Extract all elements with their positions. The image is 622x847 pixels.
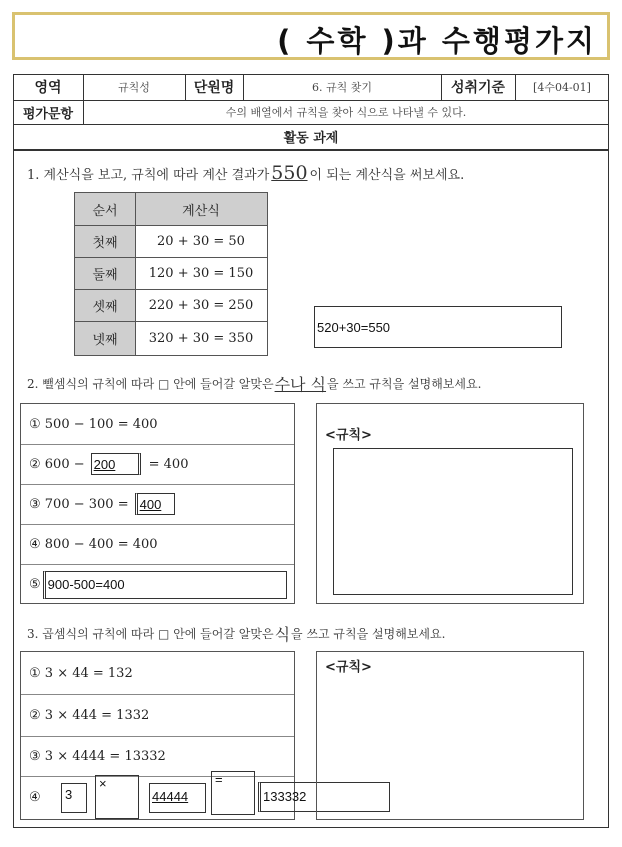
q2-prompt-suffix: 을 쓰고 규칙을 설명해보세요. xyxy=(327,376,482,391)
q1-prompt xyxy=(27,160,464,186)
q2-row-3 xyxy=(29,484,175,524)
standard-value: [4수04-01] xyxy=(533,81,591,94)
q1-emphasis: 550 xyxy=(271,162,308,184)
q2-emphasis: 수나 식 xyxy=(274,374,327,394)
q2-row-5-answer-box[interactable] xyxy=(43,571,287,599)
q3-prompt-prefix: 3. 곱셈식의 규칙에 따라 □ 안에 들어갈 알맞은 xyxy=(27,626,274,641)
q2-row-3-answer-box[interactable] xyxy=(135,493,175,515)
q2-row-4: ④ 800 − 400 = 400 xyxy=(29,536,158,552)
area-label: 영역 xyxy=(34,80,62,96)
q3-prompt xyxy=(27,620,445,646)
q1-row-order: 셋째 xyxy=(92,299,118,315)
standard-label: 성취기준 xyxy=(450,80,506,96)
q2-rule-box xyxy=(316,403,584,604)
q1-row-calc: 320 + 30 = 350 xyxy=(148,330,254,346)
q3-row-4-marker: ④ xyxy=(29,790,41,805)
q3-row-3: ③ 3 × 4444 = 13332 xyxy=(29,748,166,764)
q2-list xyxy=(20,403,295,604)
q1-prompt-suffix: 이 되는 계산식을 써보세요. xyxy=(309,167,465,183)
eval-label: 평가문항 xyxy=(22,106,74,122)
q2-row-2-result: = 400 xyxy=(148,456,189,472)
q3-row-4-b: 44444 xyxy=(152,789,189,804)
q1-table xyxy=(74,192,268,356)
q2-row-5-answer: 900-500=400 xyxy=(47,577,125,592)
unit-label: 단원명 xyxy=(193,80,235,96)
q3-row-4-box-b[interactable] xyxy=(149,783,206,813)
q3-row-4-box-op[interactable] xyxy=(95,775,139,819)
q2-row-2-text: ② 600 − xyxy=(29,456,85,472)
q2-row-2-answer-box[interactable] xyxy=(91,453,141,475)
task-label: 활동 과제 xyxy=(283,131,339,146)
q3-row-4-box-a[interactable] xyxy=(61,783,87,813)
q1-row-order: 둘째 xyxy=(92,267,118,283)
q3-emphasis: 식 xyxy=(274,624,291,644)
q3-row-1: ① 3 × 44 = 132 xyxy=(29,665,133,681)
q1-answer-value: 520+30=550 xyxy=(317,319,391,335)
q3-row-4-c: 133332 xyxy=(263,789,307,804)
q1-row-order: 넷째 xyxy=(92,332,118,348)
q1-row-calc: 220 + 30 = 250 xyxy=(148,297,254,313)
q3-row-4-box-eq[interactable] xyxy=(211,771,255,815)
title-box xyxy=(12,12,610,60)
q2-prompt-prefix: 2. 뺄셈식의 규칙에 따라 □ 안에 들어갈 알맞은 xyxy=(27,376,274,391)
q2-rule-answer-area[interactable] xyxy=(333,448,573,595)
q1-header-calc: 계산식 xyxy=(182,203,220,219)
q2-row-3-text: ③ 700 − 300 = xyxy=(29,496,129,512)
q3-row-4-a: 3 xyxy=(65,787,73,802)
q1-answer-field[interactable] xyxy=(314,306,562,348)
area-value: 규칙성 xyxy=(118,81,150,94)
q1-row-calc: 20 + 30 = 50 xyxy=(157,233,245,249)
q1-row-calc: 120 + 30 = 150 xyxy=(148,265,254,281)
page-title: ( 수학 )과 수행평가지 xyxy=(277,24,597,58)
eval-value: 수의 배열에서 규칙을 찾아 식으로 나타낼 수 있다. xyxy=(225,106,467,119)
q2-row-1: ① 500 − 100 = 400 xyxy=(29,416,158,432)
q3-row-4-op: × xyxy=(99,776,107,791)
q2-row-5 xyxy=(29,564,287,605)
q1-prompt-prefix: 1. 계산식을 보고, 규칙에 따라 계산 결과가 xyxy=(27,167,270,183)
q3-row-2: ② 3 × 444 = 1332 xyxy=(29,707,150,723)
q2-row-3-answer: 400 xyxy=(139,496,162,512)
q2-row-5-text: ⑤ xyxy=(29,577,41,592)
unit-value: 6. 규칙 찾기 xyxy=(312,81,372,94)
q1-row-order: 첫째 xyxy=(92,235,118,251)
q3-row-4-eq: = xyxy=(215,772,223,787)
q2-prompt xyxy=(27,370,481,396)
q2-row-2-answer: 200 xyxy=(93,456,116,472)
q3-prompt-suffix: 을 쓰고 규칙을 설명해보세요. xyxy=(291,626,446,641)
q3-rule-label: <규칙> xyxy=(325,660,372,675)
info-table xyxy=(13,74,609,150)
q1-header-order: 순서 xyxy=(92,203,118,219)
q2-rule-label: <규칙> xyxy=(325,428,372,443)
q2-row-2 xyxy=(29,444,188,484)
q3-rule-box xyxy=(316,651,584,820)
